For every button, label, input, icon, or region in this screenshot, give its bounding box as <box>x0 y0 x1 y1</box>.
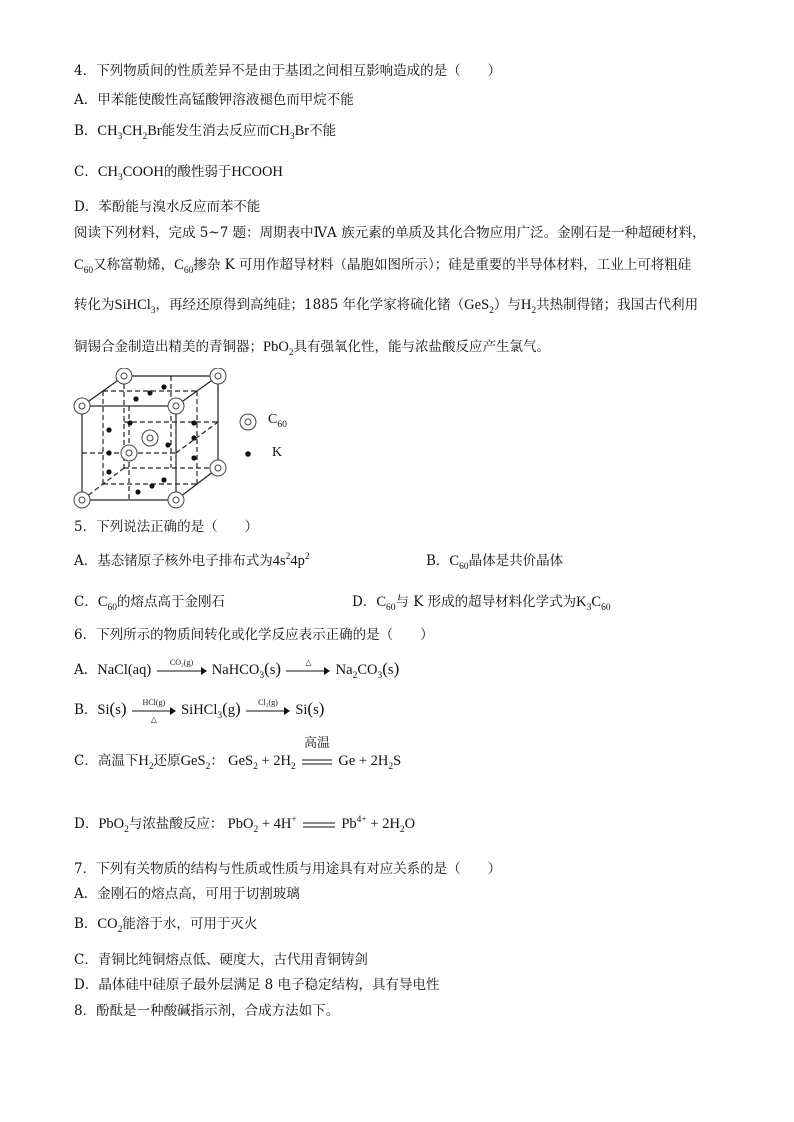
q7-option-b: B．$CO_2$能溶于水，可用于灭火 <box>74 916 258 935</box>
q5-option-b: B．$C_{60}$晶体是共价晶体 <box>426 553 564 572</box>
passage-line-1: 阅读下列材料，完成 5~7 题：周期表中ⅣA 族元素的单质及其化合物应用广泛。金刚石是一种超硬材料， <box>74 225 706 241</box>
q7-stem: 7．下列有关物质的结构与性质或性质与用途具有对应关系的是（ ） <box>74 861 502 877</box>
equal-sign <box>303 816 335 834</box>
passage-line-3: 转化为SiHCl$_3$，再经还原得到高纯硅；1885 年化学家将硫化锗（GeS$_2$）与$H_2$共热制得锗；我国古代利用 <box>74 297 699 316</box>
reaction-arrow: CO₂(g) <box>157 667 207 675</box>
q4-option-b: B．$CH_3CH_2Br$能发生消去反应而$CH_3Br$不能 <box>74 123 337 142</box>
reaction-arrow: HCl(g) △ <box>132 707 176 715</box>
legend-k-label: K <box>272 445 283 460</box>
q5-option-d: D．$C_{60}$与 K 形成的超导材料化学式为$K_3C_{60}$ <box>352 594 611 613</box>
legend-c60-label: $C_{60}$ <box>268 412 287 430</box>
q6-stem: 6．下列所示的物质间转化或化学反应表示正确的是（ ） <box>74 627 434 643</box>
reaction-arrow: Cl₂(g) <box>246 707 290 715</box>
q7-option-a: A．金刚石的熔点高，可用于切割玻璃 <box>74 886 300 902</box>
crystal-cell-figure <box>72 368 312 512</box>
q5-stem: 5．下列说法正确的是（ ） <box>74 519 259 535</box>
q5-option-c: C．$C_{60}$的熔点高于金刚石 D．$C_{60}$与 K 形成的超导材料化学式为$K_3C_{60}$ <box>74 594 611 613</box>
q6-option-c: C．高温下$H_2$还原GeS$_2$： $GeS_2 + 2H_2$ 高温 $Ge + 2H_2S$ <box>74 735 402 772</box>
q6-option-b: B．Si(s) HCl(g) △ SiHCl$_3$(g) Cl₂(g) Si(s) <box>74 697 325 724</box>
q4-option-a: A．甲苯能使酸性高锰酸钾溶液褪色而甲烷不能 <box>74 92 354 108</box>
reaction-arrow: △ <box>286 667 330 675</box>
equilibrium-sign: 高温 <box>304 735 331 751</box>
q8-stem: 8．酚酞是一种酸碱指示剂，合成方法如下。 <box>74 1003 340 1019</box>
q5-option-a: A．基态锗原子核外电子排布式为$4s^24p^2$ B．$C_{60}$晶体是共价晶体 <box>74 552 564 572</box>
q4-option-c: C．$CH_3COOH$的酸性弱于HCOOH <box>74 164 283 183</box>
q6-option-a: A．NaCl(aq) CO₂(g) NaHCO$_3$(s) △ $Na_2CO_3(s)$ <box>74 657 400 681</box>
q4-option-d: D．苯酚能与溴水反应而苯不能 <box>74 199 261 215</box>
passage-line-2: $C_{60}$又称富勒烯，$C_{60}$掺杂 K 可用作超导材料（晶胞如图所示）；硅是重要的半导体材料，工业上可将粗硅 <box>74 257 692 276</box>
passage-line-4: 铜锡合金制造出精美的青铜器；PbO$_2$具有强氧化性，能与浓盐酸反应产生氯气。 <box>74 339 551 358</box>
q7-option-d: D．晶体硅中硅原子最外层满足 8 电子稳定结构，具有导电性 <box>74 977 440 993</box>
q6-option-d: D．PbO$_2$与浓盐酸反应： PbO$_2$ + 4H+ $Pb^{4+} + 2H_2O$ <box>74 815 416 835</box>
q4-stem: 4．下列物质间的性质差异不是由于基团之间相互影响造成的是（ ） <box>74 63 502 79</box>
q7-option-c: C．青铜比纯铜熔点低、硬度大，古代用青铜铸剑 <box>74 952 368 968</box>
